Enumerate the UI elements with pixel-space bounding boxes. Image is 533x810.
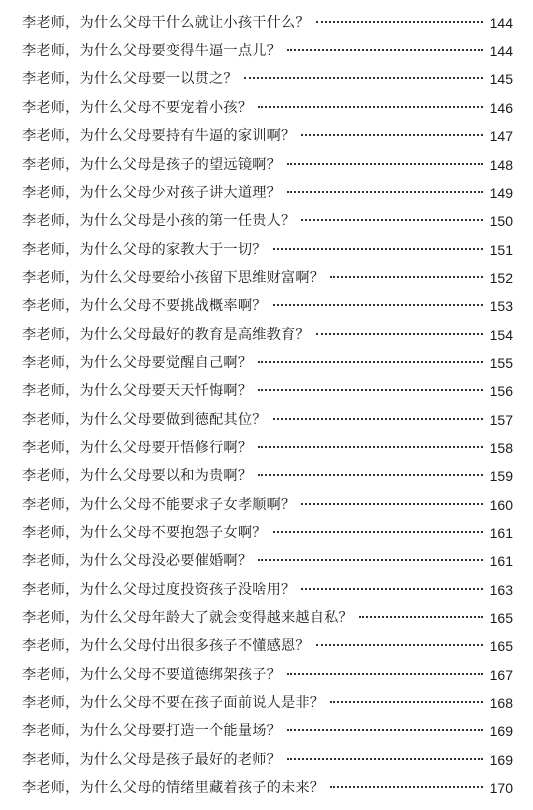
- toc-entry-title: 李老师，为什么父母不要在孩子面前说人是非？: [22, 695, 325, 711]
- toc-entry-title: 李老师，为什么父母是孩子的望远镜啊？: [22, 157, 281, 173]
- toc-entry-page: 144: [489, 43, 513, 59]
- toc-entry-leader: [258, 446, 483, 448]
- toc-entry-title: 李老师，为什么父母不要道德绑架孩子？: [22, 667, 281, 683]
- toc-entry-leader: [301, 219, 483, 221]
- toc-entry[interactable]: [0, 9, 533, 37]
- toc-entry-title: 李老师，为什么父母是小孩的第一任贵人？: [22, 213, 296, 229]
- toc-entry-leader: [330, 786, 483, 788]
- toc-entry-leader: [316, 333, 483, 335]
- toc-entry-page: 147: [489, 128, 513, 144]
- toc-entry-title: 李老师，为什么父母要天天忏悔啊？: [22, 383, 253, 399]
- toc-entry-page: 159: [489, 468, 513, 484]
- toc-entry-title: 李老师，为什么父母过度投资孩子没啥用？: [22, 582, 296, 598]
- toc-entry-title: 李老师，为什么父母不要挑战概率啊？: [22, 298, 267, 314]
- toc-entry-leader: [330, 701, 483, 703]
- toc-entry-leader: [287, 49, 483, 51]
- toc-entry-page: 153: [489, 298, 513, 314]
- toc-entry-title: 李老师，为什么父母要觉醒自己啊？: [22, 355, 253, 371]
- toc-entry[interactable]: [0, 661, 533, 689]
- toc-entry-leader: [330, 276, 483, 278]
- toc-entry[interactable]: [0, 774, 533, 802]
- toc-entry-title: 李老师，为什么父母要一以贯之？: [22, 71, 238, 87]
- toc-entry-leader: [258, 474, 483, 476]
- toc-entry-title: 李老师，为什么父母的家教大于一切？: [22, 242, 267, 258]
- toc-entry-leader: [287, 758, 483, 760]
- toc-entry-title: 李老师，为什么父母最好的教育是高维教育？: [22, 327, 310, 343]
- toc-entry-title: 李老师，为什么父母要做到德配其位？: [22, 412, 267, 428]
- toc-entry-page: 160: [489, 497, 513, 513]
- toc-entry-page: 145: [489, 71, 513, 87]
- toc-entry-title: 李老师，为什么父母要变得牛逼一点儿？: [22, 43, 281, 59]
- toc-entry-title: 李老师，为什么父母不能要求子女孝顺啊？: [22, 497, 296, 513]
- toc-entry-page: 149: [489, 185, 513, 201]
- toc-entry-page: 169: [489, 723, 513, 739]
- toc-entry[interactable]: [0, 519, 533, 547]
- toc-entry-leader: [258, 361, 483, 363]
- toc-entry-leader: [273, 531, 483, 533]
- toc-entry[interactable]: [0, 94, 533, 122]
- toc-entry[interactable]: [0, 264, 533, 292]
- toc-entry-leader: [316, 21, 483, 23]
- toc-entry-page: 146: [489, 100, 513, 116]
- toc-entry[interactable]: [0, 292, 533, 320]
- toc-entry[interactable]: [0, 689, 533, 717]
- toc-entry[interactable]: [0, 547, 533, 575]
- toc-entry-title: 李老师，为什么父母要开悟修行啊？: [22, 440, 253, 456]
- toc-entry[interactable]: [0, 65, 533, 93]
- toc-entry[interactable]: [0, 576, 533, 604]
- toc-entry-page: 151: [489, 242, 513, 258]
- toc-entry[interactable]: [0, 349, 533, 377]
- toc-entry-page: 155: [489, 355, 513, 371]
- toc-entry-leader: [273, 418, 483, 420]
- toc-entry[interactable]: [0, 462, 533, 490]
- toc-entry-page: 167: [489, 667, 513, 683]
- toc-entry-leader: [287, 729, 483, 731]
- toc-entry-page: 148: [489, 157, 513, 173]
- toc-entry-leader: [273, 304, 483, 306]
- toc-entry-page: 168: [489, 695, 513, 711]
- toc-entry-title: 李老师，为什么父母要打造一个能量场？: [22, 723, 281, 739]
- toc-entry-page: 156: [489, 383, 513, 399]
- toc-entry-leader: [359, 616, 483, 618]
- toc-entry-page: 165: [489, 638, 513, 654]
- toc-entry-leader: [244, 77, 483, 79]
- toc-entry-title: 李老师，为什么父母的情绪里藏着孩子的未来？: [22, 780, 325, 796]
- toc-entry-leader: [258, 106, 483, 108]
- toc-entry-leader: [287, 163, 483, 165]
- toc-entry-title: 李老师，为什么父母要以和为贵啊？: [22, 468, 253, 484]
- toc-entry-page: 170: [489, 780, 513, 796]
- toc-entry-page: 169: [489, 752, 513, 768]
- toc-entry-leader: [301, 588, 483, 590]
- toc-entry[interactable]: [0, 37, 533, 65]
- toc-entry-page: 161: [489, 525, 513, 541]
- toc-entry-leader: [258, 389, 483, 391]
- toc-entry-title: 李老师，为什么父母要给小孩留下思维财富啊？: [22, 270, 325, 286]
- toc-entry-page: 165: [489, 610, 513, 626]
- toc-entry-leader: [301, 503, 483, 505]
- toc-entry-title: 李老师，为什么父母没必要催婚啊？: [22, 553, 253, 569]
- toc-entry-title: 李老师，为什么父母要持有牛逼的家训啊？: [22, 128, 296, 144]
- toc-entry[interactable]: [0, 434, 533, 462]
- toc-entry-title: 李老师，为什么父母干什么就让小孩干什么？: [22, 15, 310, 31]
- toc-entry-title: 李老师，为什么父母付出很多孩子不懂感恩？: [22, 638, 310, 654]
- toc-entry-leader: [273, 248, 483, 250]
- toc-entry[interactable]: [0, 406, 533, 434]
- toc-entry-leader: [301, 134, 483, 136]
- toc-entry-page: 152: [489, 270, 513, 286]
- toc-entry[interactable]: [0, 632, 533, 660]
- toc-entry-title: 李老师，为什么父母少对孩子讲大道理？: [22, 185, 281, 201]
- toc-entry-title: 李老师，为什么父母是孩子最好的老师？: [22, 752, 281, 768]
- toc-entry[interactable]: [0, 179, 533, 207]
- toc-entry-title: 李老师，为什么父母不要宠着小孩？: [22, 100, 253, 116]
- toc-entry-page: 161: [489, 553, 513, 569]
- toc-entry-leader: [316, 644, 483, 646]
- toc-entry-page: 157: [489, 412, 513, 428]
- toc-entry[interactable]: [0, 604, 533, 632]
- toc-entry-page: 154: [489, 327, 513, 343]
- toc-entry-leader: [287, 191, 483, 193]
- toc-entry-title: 李老师，为什么父母年龄大了就会变得越来越自私？: [22, 610, 353, 626]
- toc-entry[interactable]: [0, 122, 533, 150]
- toc-entry-title: 李老师，为什么父母不要抱怨子女啊？: [22, 525, 267, 541]
- toc-entry-page: 158: [489, 440, 513, 456]
- toc-entry[interactable]: [0, 717, 533, 745]
- toc-entry[interactable]: [0, 321, 533, 349]
- toc-entry[interactable]: [0, 236, 533, 264]
- toc-entry[interactable]: [0, 491, 533, 519]
- toc-entry-leader: [258, 559, 483, 561]
- toc-entry[interactable]: [0, 207, 533, 235]
- toc-entry[interactable]: [0, 151, 533, 179]
- toc-entry-page: 144: [489, 15, 513, 31]
- toc-entry-page: 150: [489, 213, 513, 229]
- toc-entry[interactable]: [0, 746, 533, 774]
- toc-entry[interactable]: [0, 377, 533, 405]
- toc-entry-page: 163: [489, 582, 513, 598]
- toc-entry-leader: [287, 673, 483, 675]
